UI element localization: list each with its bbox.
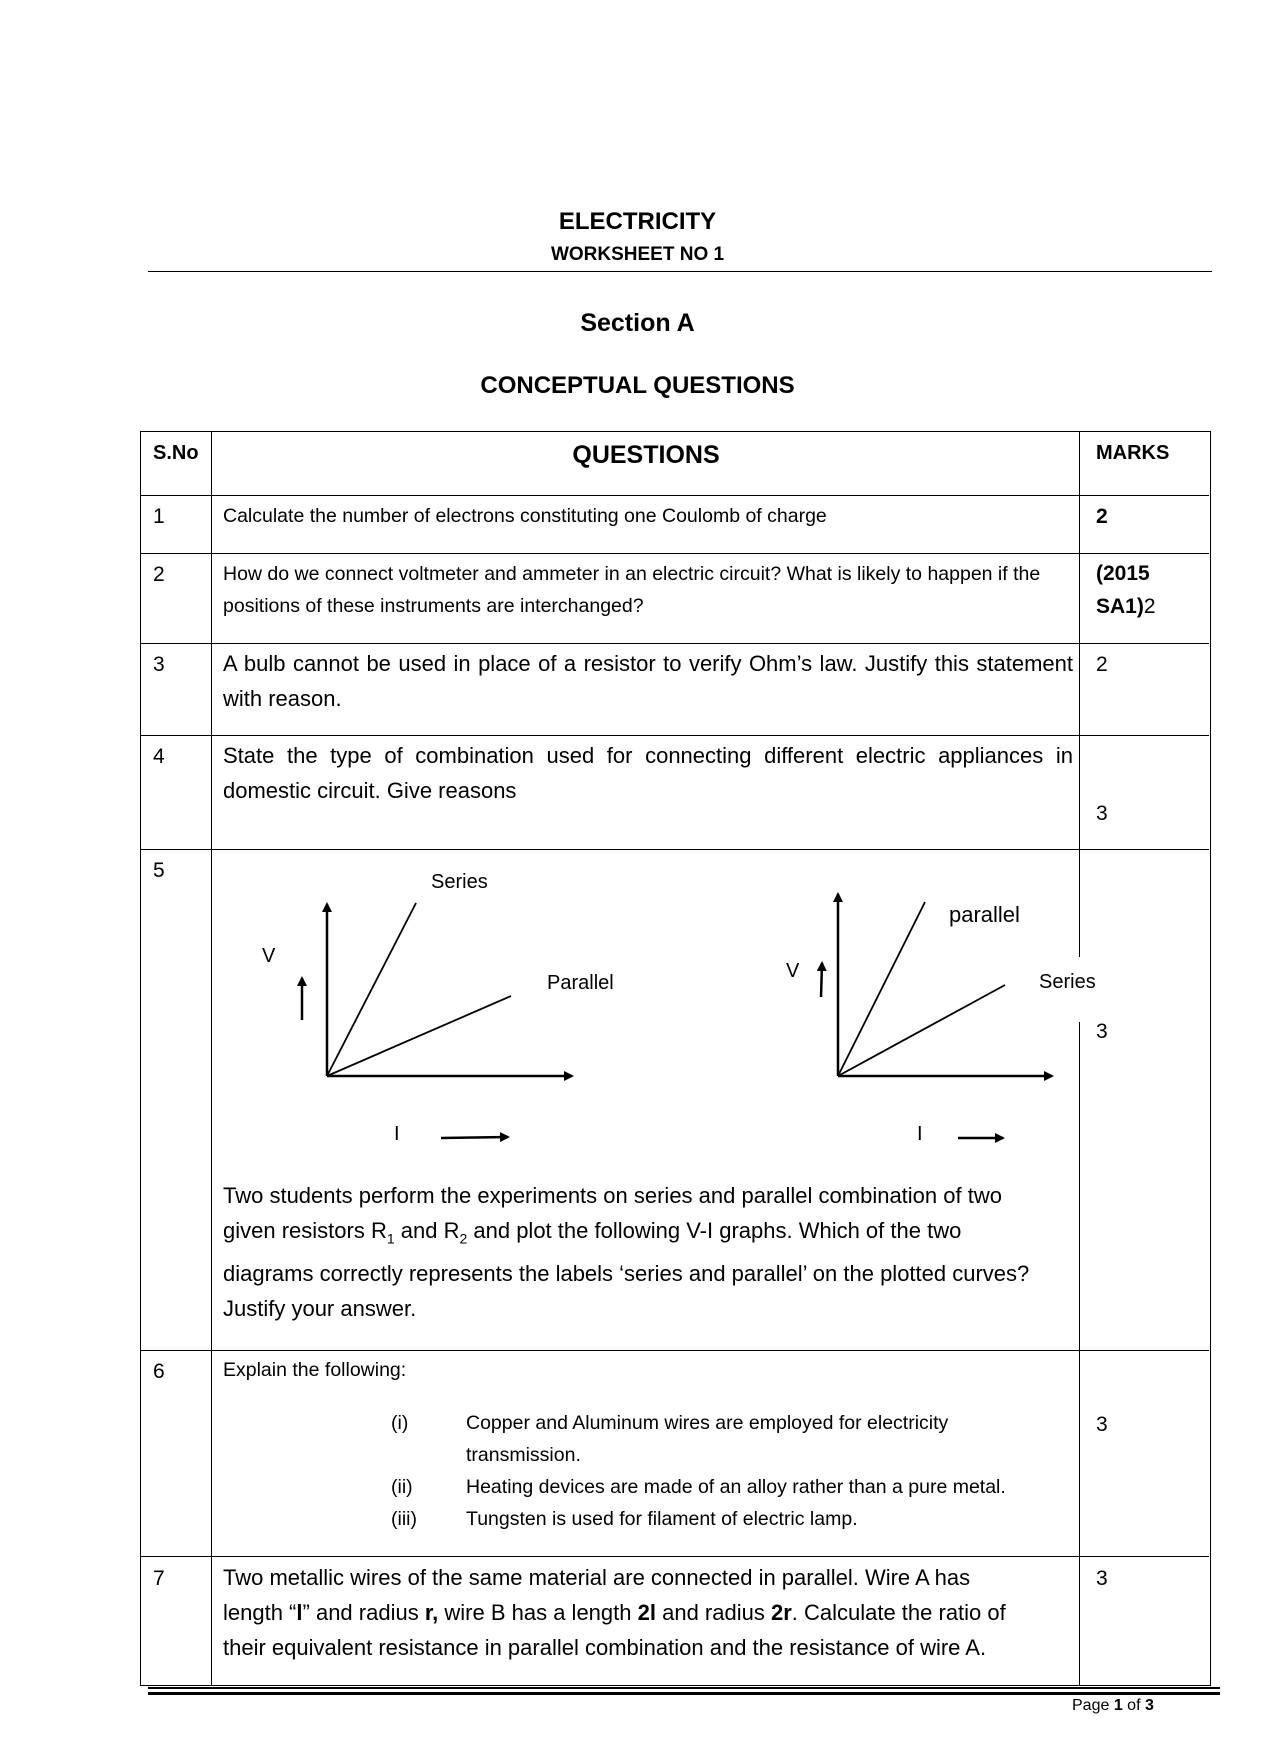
parallel-line <box>327 996 511 1076</box>
marks-value: 3 <box>1096 1413 1108 1436</box>
graph1-steep-label: Series <box>431 871 488 893</box>
sub-question-list: (i) Copper and Aluminum wires are employed for electricity transmission. (ii) Heating devices are made of an alloy rather than a pure metal. (iii) Tungsten is used for filament of electric lamp. <box>391 1407 1006 1535</box>
question-text: Calculate the number of electrons constituting one Coulomb of charge <box>223 505 827 527</box>
v-direction-arrow-icon <box>821 963 822 997</box>
footer-rule <box>148 1692 1220 1695</box>
row-number: 3 <box>153 653 165 676</box>
row-number: 6 <box>153 1360 165 1383</box>
row-number: 1 <box>153 505 165 528</box>
column-header-sno: S.No <box>153 442 199 464</box>
marks-number: 2 <box>1143 595 1156 618</box>
graph1-v-label: V <box>262 945 276 967</box>
marks-exam: SA1) <box>1096 595 1144 618</box>
marks-value: 2 <box>1096 505 1108 528</box>
document-title: ELECTRICITY <box>558 208 717 235</box>
row-number: 5 <box>153 859 165 882</box>
graph1-i-label: I <box>394 1123 400 1145</box>
graph2-v-label: V <box>786 960 800 982</box>
question-text: State the type of combination used for connecting different electric appliances in domestic circuit. Give reasons <box>223 743 1073 803</box>
sub-question: (ii) Heating devices are made of an alloy rather than a pure metal. <box>391 1476 1006 1498</box>
sub-question: (i) Copper and Aluminum wires are employed for electricity <box>391 1412 949 1434</box>
row-number: 7 <box>153 1567 165 1590</box>
series-line <box>838 985 1005 1076</box>
parallel-line <box>838 902 925 1076</box>
question-text: Explain the following: <box>223 1359 407 1381</box>
question-text: How do we connect voltmeter and ammeter in an electric circuit? What is likely to happen if the positions of these instruments are interchanged? <box>223 563 1041 617</box>
footer-rule <box>148 1687 1220 1689</box>
question-text: Two metallic wires of the same material are connected in parallel. Wire A has length “l” and radius r, wire B has a length 2l and radius 2r. Calculate the ratio of their equivalent resistance in parallel combination and the resistance of wire A. <box>223 1565 1006 1660</box>
column-header-questions: QUESTIONS <box>572 441 720 469</box>
worksheet-number: WORKSHEET NO 1 <box>550 244 725 265</box>
i-direction-arrow-icon <box>441 1137 508 1138</box>
marks-year: (2015 <box>1096 562 1150 585</box>
sub-question: (iii) Tungsten is used for filament of electric lamp. <box>391 1508 858 1530</box>
page-number: Page 1 of 3 <box>1072 1697 1154 1714</box>
question-text: Two students perform the experiments on series and parallel combination of two given resistors $R_1$ and $R_2$ and plot the following V-I graphs. Which of the two diagrams correctly represents the labels ‘series and parallel’ on the plotted curves? Justify your answer. <box>223 1183 1030 1322</box>
graph1-shallow-label: Parallel <box>547 972 614 994</box>
graph2-steep-label: parallel <box>949 902 1020 927</box>
graph2-shallow-label: Series <box>1035 969 1100 996</box>
graph-2 <box>821 894 1052 1138</box>
marks-value: 3 <box>1096 802 1108 825</box>
graph2-i-label: I <box>917 1123 923 1145</box>
section-heading: Section A <box>580 309 695 337</box>
row-number: 2 <box>153 563 165 586</box>
row-number: 4 <box>153 745 165 768</box>
marks-value: 3 <box>1096 1020 1108 1043</box>
section-title: CONCEPTUAL QUESTIONS <box>480 372 795 399</box>
question-text: A bulb cannot be used in place of a resistor to verify Ohm’s law. Justify this statement with reason. <box>223 651 1073 711</box>
series-line <box>327 903 416 1076</box>
graph-1 <box>302 903 572 1138</box>
marks-value: 2 <box>1096 653 1108 676</box>
column-header-marks: MARKS <box>1096 442 1170 464</box>
marks-value: 3 <box>1096 1567 1108 1590</box>
